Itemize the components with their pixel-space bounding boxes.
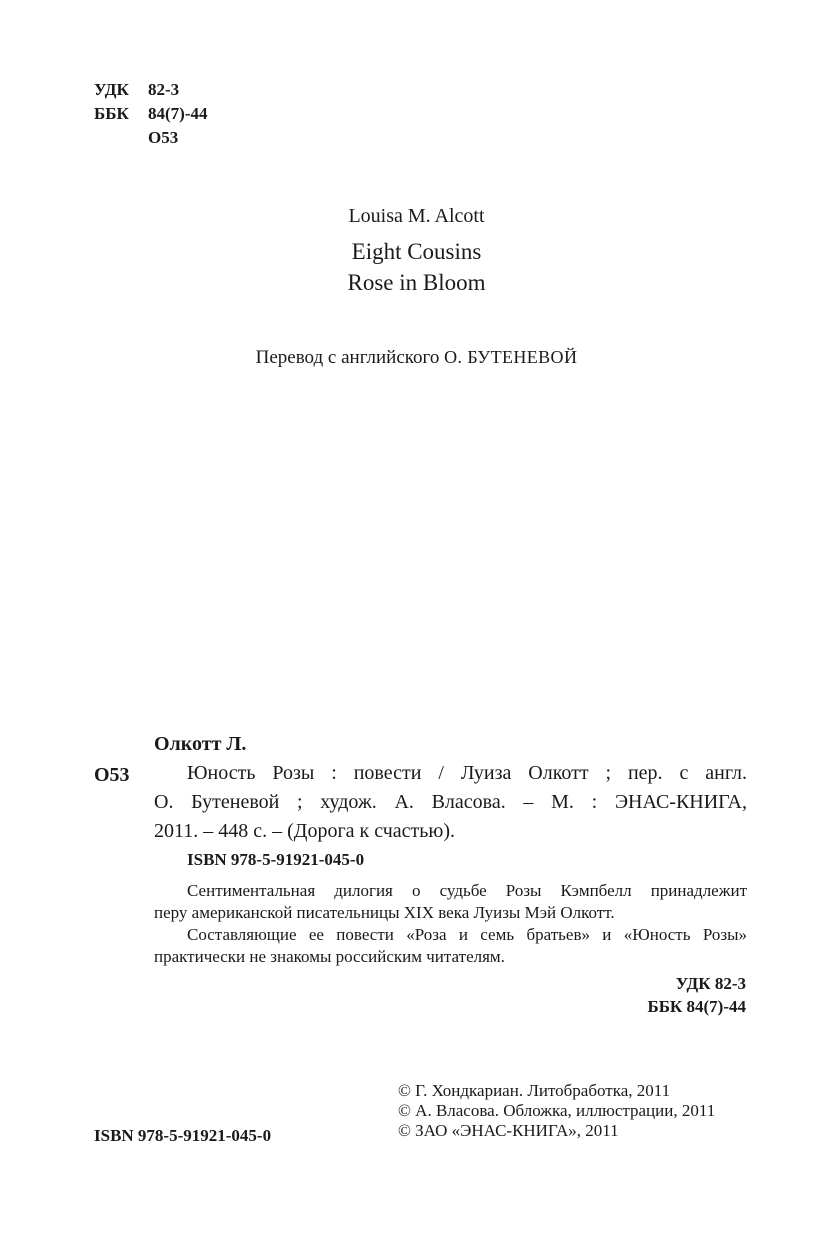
author-mark-value: О53 bbox=[148, 128, 179, 147]
original-author: Louisa M. Alcott bbox=[348, 205, 485, 227]
catalog-line-2: О. Бутеневой ; худож. А. Власова. – М. : ЭНАС-КНИГА, bbox=[154, 791, 747, 813]
copyright-1: © Г. Хондкариан. Литобработка, 2011 bbox=[398, 1081, 671, 1100]
author-mark-top bbox=[94, 128, 178, 148]
udk-label: УДК bbox=[94, 80, 129, 99]
catalog-line-3: 2011. – 448 с. – (Дорога к счастью). bbox=[154, 820, 455, 842]
catalog-heading: Олкотт Л. bbox=[154, 733, 247, 755]
copyright-2: © А. Власова. Обложка, иллюстрации, 2011 bbox=[398, 1101, 716, 1120]
translation-line bbox=[0, 345, 833, 370]
catalog-bbk: ББК 84(7)-44 bbox=[647, 997, 746, 1016]
bbk-label: ББК bbox=[94, 104, 129, 123]
catalog-line-1: Юность Розы : повести / Луиза Олкотт ; пер. с англ. bbox=[187, 762, 747, 784]
translation-prefix: Перевод с английского bbox=[255, 347, 440, 368]
bbk-top bbox=[94, 104, 207, 124]
bbk-value: 84(7)-44 bbox=[148, 104, 208, 123]
catalog-isbn: ISBN 978-5-91921-045-0 bbox=[187, 850, 365, 869]
original-title-1: Eight Cousins bbox=[351, 239, 482, 264]
translator-name: О. БУТЕНЕВОЙ bbox=[444, 347, 578, 367]
copyright-3: © ЗАО «ЭНАС-КНИГА», 2011 bbox=[398, 1121, 619, 1140]
catalog-udk: УДК 82-3 bbox=[675, 974, 746, 993]
description-line-1: Сентиментальная дилогия о судьбе Розы Кэмпбелл принадлежит bbox=[187, 881, 747, 900]
udk-value: 82-3 bbox=[148, 80, 180, 99]
udk-top bbox=[94, 80, 179, 100]
catalog-mark: О53 bbox=[94, 764, 130, 786]
original-title-2: Rose in Bloom bbox=[347, 270, 486, 295]
description-line-3: Составляющие ее повести «Роза и семь братьев» и «Юность Розы» bbox=[187, 925, 747, 944]
footer-isbn: ISBN 978-5-91921-045-0 bbox=[94, 1126, 272, 1145]
description-line-2: перу американской писательницы XIX века Луизы Мэй Олкотт. bbox=[154, 903, 615, 922]
description-line-4: практически не знакомы российским читателям. bbox=[154, 947, 505, 966]
